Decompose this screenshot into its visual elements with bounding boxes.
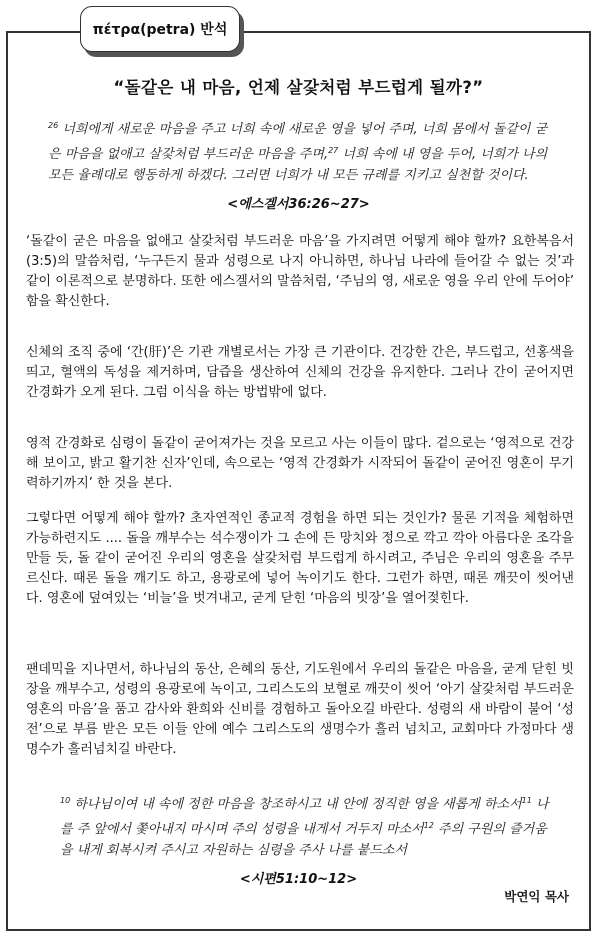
verse-text: 나를 주 앞에서 쫓아내지 마시며 주의 성령을 내게서 거두지 마소서	[60, 797, 549, 837]
verse-number: 27	[328, 146, 339, 155]
verse-number: 26	[48, 121, 59, 130]
headline: “돌같은 내 마음, 언제 살갗처럼 부드럽게 될까?”	[113, 78, 484, 97]
verse-number: 11	[521, 796, 532, 805]
scripture-quote-psalm	[60, 790, 550, 861]
verse-number: 12	[423, 821, 434, 830]
section-title-tab	[80, 6, 240, 52]
scripture-reference: <시편51:10~12>	[239, 872, 358, 887]
body-paragraph: 신체의 조직 중에 ‘간(肝)’은 기관 개별로서는 가장 큰 기관이다. 건강한 간은, 부드럽고, 선홍색을 띄고, 혈액의 독성을 제거하며, 담즙을 생산하여 신체의 건강을 유지한다. 그러나 간이 굳어지면 간경화가 오게 된다. 그럼 이식을 하는 방법밖에 없다.	[26, 345, 574, 400]
body-paragraph: 그렇다면 어떻게 해야 할까? 초자연적인 종교적 경험을 하면 되는 것인가? 물론 기적을 체험하면 가능하련지도 .... 돌을 깨부수는 석수쟁이가 그 손에 든 망치와 정으로 깍고 깍아 아름다운 조각을 만들 듯, 돌 같이 굳어진 우리의 영혼을 살갗처럼 부드럽게 하시려고, 주님은 우리의 영혼을 주무르신다. 때론 돌을 깨기도 하고, 용광로에 넣어 녹이기도 한다. 그런가 하면, 때론 깨끗이 씻어낸다. 영혼에 덮여있는 ‘비늘’을 벗겨내고, 굳게 닫힌 ‘마음의 빗장’을 열어젖힌다.	[26, 511, 574, 606]
scripture-quote-ezekiel	[48, 115, 553, 186]
verse-text: 하나님이여 내 속에 정한 마음을 창조하시고 내 안에 정직한 영을 새롭게 하소서	[70, 797, 522, 812]
scripture-reference: <에스겔서36:26~27>	[227, 197, 370, 212]
body-paragraph: 영적 간경화로 심령이 돌같이 굳어져가는 것을 모르고 사는 이들이 많다. 겉으로는 ‘영적으로 건강해 보이고, 밝고 활기찬 신자’인데, 속으로는 ‘영적 간경화가 시작되어 돌같이 굳어진 영혼이 무기력하기까지’ 한 것을 본다.	[26, 436, 574, 491]
section-title: πέτρα(petra) 반석	[92, 22, 228, 38]
body-paragraph: 팬데믹을 지나면서, 하나님의 동산, 은혜의 동산, 기도원에서 우리의 돌같은 마음을, 굳게 닫힌 빗장을 깨부수고, 성령의 용광로에 녹이고, 그리스도의 보혈로 깨끗이 씻어 ‘아기 살갗처럼 부드러운 영혼의 마음’을 품고 감사와 환희와 신비를 경험하고 돌아오길 바란다. 성령의 새 바람이 불어 ‘성전’으로 부름 받은 모든 이들 안에 예수 그리스도의 생명수가 흘러 넘치고, 교회마다 가정마다 생명수가 흘러넘치길 바란다.	[26, 662, 574, 757]
author-signature: 박연익 목사	[504, 889, 569, 904]
verse-text: 주의 구원의 즐거움을 내게 회복시켜 주시고 자원하는 심령을 주사 나를 붙드소서	[60, 822, 547, 858]
verse-number: 10	[60, 796, 71, 805]
body-paragraph: ‘돌같이 굳은 마음을 없애고 살갗처럼 부드러운 마음’을 가지려면 어떻게 해야 할까? 요한복음서(3:5)의 말씀처럼, ‘누구든지 물과 성령으로 나지 아니하면, 하나님 나라에 들어갈 수 없는 것’과 같이 이론적으로 분명하다. 또한 에스겔서의 말씀처럼, ‘주님의 영, 새로운 영을 우리 안에 두어야’ 함을 확신한다.	[26, 234, 574, 309]
verse-text: 너희 속에 내 영을 두어, 너희가 나의 모든 율례대로 행동하게 하겠다. 그러면 너희가 내 모든 규례를 지키고 실천할 것이다.	[48, 147, 548, 183]
verse-text: 너희에게 새로운 마음을 주고 너희 속에 새로운 영을 넣어 주며, 너희 몸에서 돌같이 굳은 마음을 없애고 살갗처럼 부드러운 마음을 주며,	[48, 122, 548, 162]
